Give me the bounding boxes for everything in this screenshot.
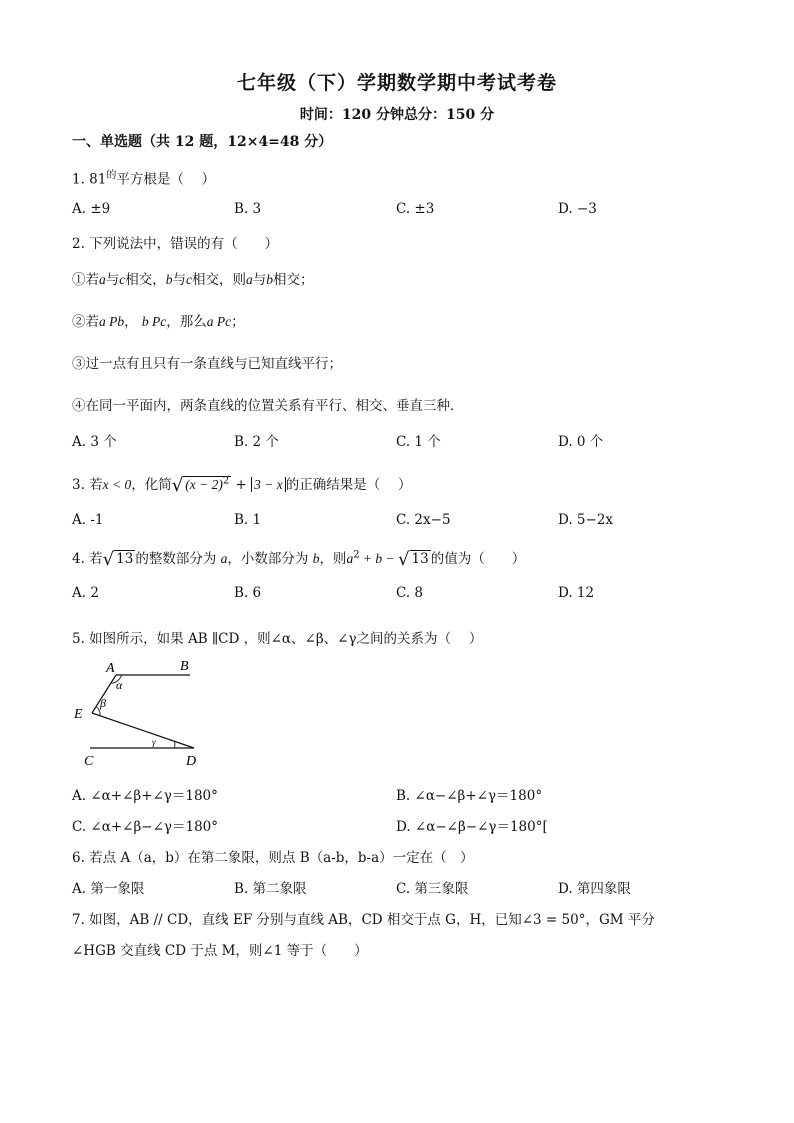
q5-figure: [70, 655, 210, 770]
q1-text: 平方根是（ ）: [116, 171, 216, 188]
q3-t3: 的正确结果是（ ）: [285, 477, 412, 493]
q5-option-a[interactable]: A. ∠α+∠β+∠γ＝180°: [72, 788, 218, 804]
q4-t5: 的值为（ ）: [430, 551, 526, 567]
q4-var-b: b: [312, 551, 320, 566]
q4-t4: ，则: [319, 551, 347, 567]
q2-s1-var-c2: c: [186, 272, 192, 287]
exam-title: 七年级（下）学期数学期中考试考卷: [236, 72, 557, 94]
q4-option-d[interactable]: D. 12: [558, 585, 595, 601]
q1-option-b[interactable]: B. 3: [234, 201, 262, 217]
q4-radicand-1: 13: [116, 551, 134, 567]
question-6-stem: 6. 若点 A（a，b）在第二象限，则点 B（a-b，b-a）一定在（ ）: [72, 850, 474, 866]
q2-s1-t3: 相交，: [125, 272, 166, 288]
line-ed: [92, 713, 194, 748]
q2-s1-t6: 与: [252, 272, 267, 288]
q2-s2-expr-3: a Pc: [206, 314, 232, 329]
label-alpha: α: [116, 678, 123, 692]
q3-t2: ，化简: [131, 477, 172, 493]
label-d: D: [186, 754, 197, 769]
q2-s1-var-a: a: [99, 272, 106, 287]
q2-s2-expr-1: a Pb: [99, 314, 125, 329]
q2-statement-2: [72, 310, 245, 330]
q6-option-a[interactable]: A. 第一象限: [72, 881, 145, 897]
q4-option-a[interactable]: A. 2: [72, 585, 99, 601]
q2-s2-t2: ，: [124, 314, 142, 330]
q3-t1: 3. 若: [72, 477, 103, 493]
q2-option-a[interactable]: A. 3 个: [72, 434, 117, 450]
label-beta: β: [100, 696, 106, 710]
q3-sqrt: √ $(x - 2)^2$: [171, 475, 230, 496]
question-1-stem: [72, 166, 215, 188]
q6-option-b[interactable]: B. 第二象限: [234, 881, 307, 897]
label-gamma: γ: [152, 737, 156, 747]
q2-s2-t1: ②若: [72, 314, 99, 330]
q3-option-a[interactable]: A. -1: [72, 512, 104, 528]
q1-option-d[interactable]: D. −3: [558, 201, 597, 217]
question-7-line-2: ∠HGB 交直线 CD 于点 M，则∠1 等于（ ）: [72, 943, 368, 959]
exam-subtitle: 时间：120 分钟总分：150 分: [299, 107, 495, 123]
q2-s1-var-b: b: [165, 272, 173, 287]
q4-option-c[interactable]: C. 8: [396, 585, 424, 601]
q2-s1-t1: ①若: [72, 272, 99, 288]
q2-s1-var-b2: b: [266, 272, 273, 287]
q4-t2: 的整数部分为: [135, 551, 221, 567]
q4-expr-exponent: 2: [353, 549, 360, 561]
q2-s2-t3: ，那么: [166, 314, 207, 330]
q2-s2-t4: ；: [231, 314, 245, 330]
q3-radicand: (x − 2): [185, 477, 223, 492]
question-7-line-1: 7. 如图，AB // CD，直线 EF 分别与直线 AB，CD 相交于点 G，H，已知∠3 = 50°，GM 平分: [72, 912, 655, 928]
q3-option-d[interactable]: D. 5−2x: [558, 512, 614, 528]
label-c: C: [84, 754, 94, 769]
q5-option-d[interactable]: D. ∠α−∠β−∠γ＝180°[: [396, 819, 548, 835]
q2-option-b[interactable]: B. 2 个: [234, 434, 279, 450]
q3-exponent: 2: [222, 475, 230, 487]
label-e: E: [74, 707, 83, 722]
q6-option-c[interactable]: C. 第三象限: [396, 881, 469, 897]
label-a: A: [106, 661, 115, 676]
question-5-stem: 5. 如图所示，如果 AB ∥CD ，则∠α、∠β、∠γ之间的关系为（ ）: [72, 631, 483, 647]
q6-option-d[interactable]: D. 第四象限: [558, 881, 631, 897]
q3-option-b[interactable]: B. 1: [234, 512, 262, 528]
q2-s1-t2: 与: [105, 272, 120, 288]
q2-s1-var-c: c: [119, 272, 126, 287]
q2-statement-4: ④在同一平面内，两条直线的位置关系有平行、相交、垂直三种．: [72, 398, 464, 414]
q4-t1: 4. 若: [72, 551, 103, 567]
question-4-stem: [72, 547, 525, 570]
q4-var-a: a: [220, 551, 228, 566]
label-b: B: [180, 659, 189, 674]
q5-option-b[interactable]: B. ∠α−∠β+∠γ＝180°: [396, 788, 543, 804]
question-3-stem: [72, 473, 412, 496]
q3-plus: +: [231, 477, 252, 493]
angle-gamma-arc: [174, 741, 175, 748]
q4-sqrt-2: √ 13: [398, 549, 429, 570]
question-2-stem: 2. 下列说法中，错误的有（ ）: [72, 236, 279, 252]
q2-s1-var-a2: a: [246, 272, 253, 287]
q4-t3: ，小数部分为: [227, 551, 313, 567]
q4-sqrt-1: √ 13: [102, 549, 134, 570]
q1-option-a[interactable]: A. ±9: [72, 201, 111, 217]
q2-s1-t7: 相交；: [273, 272, 314, 288]
q3-option-c[interactable]: C. 2x−5: [396, 512, 451, 528]
q3-condition: x < 0: [102, 477, 132, 492]
q2-statement-3: ③过一点有且只有一条直线与已知直线平行；: [72, 356, 342, 372]
q3-absolute: 3 − x: [251, 477, 286, 492]
q2-s1-t5: 相交，则: [192, 272, 246, 288]
q4-expr-b: + b −: [359, 551, 399, 566]
q2-s2-expr-2: b Pc: [141, 314, 167, 329]
q1-option-c[interactable]: C. ±3: [396, 201, 435, 217]
q2-option-d[interactable]: D. 0 个: [558, 434, 604, 450]
q1-sup: 的: [106, 170, 117, 181]
q2-statement-1: [72, 268, 314, 288]
q4-radicand-2: 13: [411, 551, 429, 567]
q4-option-b[interactable]: B. 6: [234, 585, 262, 601]
q1-number: 1. 81: [72, 171, 107, 188]
q2-option-c[interactable]: C. 1 个: [396, 434, 441, 450]
q5-option-c[interactable]: C. ∠α+∠β−∠γ＝180°: [72, 819, 218, 835]
q4-expr-a: a: [346, 551, 354, 566]
section-heading: 一、单选题（共 12 题，12×4=48 分）: [72, 134, 333, 150]
q2-s1-t4: 与: [172, 272, 186, 288]
